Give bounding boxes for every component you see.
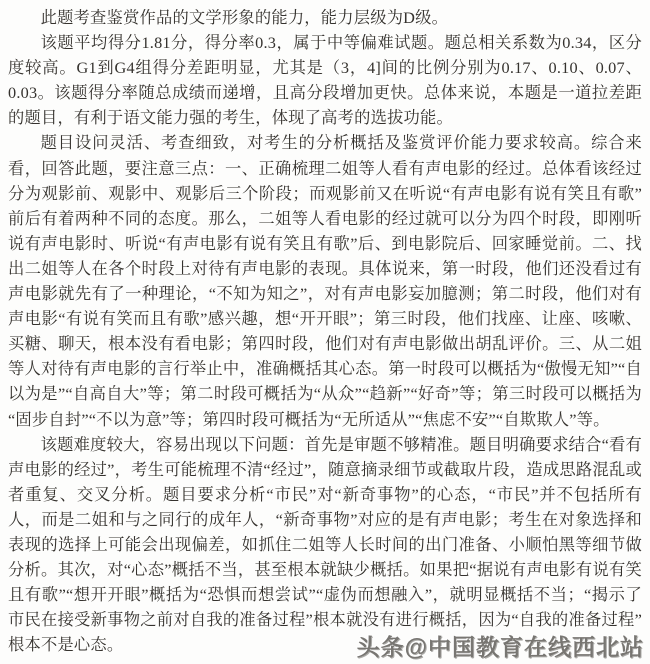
- watermark: 头条@中国教育在线西北站: [356, 634, 644, 660]
- paragraph-ability-level: 此题考查鉴赏作品的文学形象的能力，能力层级为D级。: [40, 8, 449, 27]
- document-body: [8, 5, 642, 657]
- paragraph-common-problems: 该题难度较大，容易出现以下问题：首先是审题不够精准。题目明确要求结合“看有声电影的经过”，考生可能梳理不清“经过”，随意摘录细节或截取片段，造成思路混乱或者重复、交叉分析。题目要求分析“市民”对“新奇事物”的心态，“市民”并不包括所有人，而是二姐和与之同行的成年人，“新奇事物”对应的是有声电影；考生在对象选择和表现的选择上可能会出现偏差，如抓住二姐等人长时间的出门准备、小顺怕黑等细节做分析。其次，对“心态”概括不当，甚至根本就缺少概括。如果把“据说有声电影有说有笑且有歌”“想开开眼”概括为“恐惧而想尝试”“虚伪而想融入”，就明显概括不当；“揭示了市民在接受新事物之前对自我的准备过程”根本就没有进行概括，因为“自我的准备过程”根本不是心态。: [8, 434, 642, 655]
- paragraph-answering-guidance: 题目设问灵活、考查细致，对考生的分析概括及鉴赏评价能力要求较高。综合来看，回答此题，要注意三点：一、正确梳理二姐等人看有声电影的经过。总体看该经过分为观影前、观影中、观影后三个阶段；而观影前又在听说“有声电影有说有笑且有歌”前后有着两种不同的态度。那么，二姐等人看电影的经过就可以分为四个时段，即刚听说有声电影时、听说“有声电影有说有笑且有歌”后、到电影院后、回家睡觉前。二、找出二姐等人在各个时段上对待有声电影的表现。具体说来，第一时段，他们还没看过有声电影就先有了一种理论，“不知为知之”，对有声电影妄加臆测；第二时段，他们对有声电影“有说有笑而且有歌”感兴趣，想“开开眼”；第三时段，他们找座、让座、咳嗽、买糖、聊天，根本没有看电影；第四时段，他们对有声电影做出胡乱评价。三、从二姐等人对待有声电影的言行举止中，准确概括其心态。第一时段可以概括为“傲慢无知”“自以为是”“自高自大”等；第二时段可概括为“从众”“趋新”“好奇”等；第三时段可以概括为“固步自封”“不以为意”等；第四时段可概括为“无所适从”“焦虑不安”“自欺欺人”等。: [8, 133, 642, 429]
- paragraph-score-statistics: 该题平均得分1.81分，得分率0.3，属于中等偏难试题。题总相关系数为0.34，区分度较高。G1到G4组得分差距明显，尤其是（3，4]间的比例分别为0.17、0.10、0.07、0.03。该题得分率随总成绩而递增，且高分段增加更快。总体来说，本题是一道拉差距的题目，有利于语文能力强的考生，体现了高考的选拔功能。: [8, 33, 642, 128]
